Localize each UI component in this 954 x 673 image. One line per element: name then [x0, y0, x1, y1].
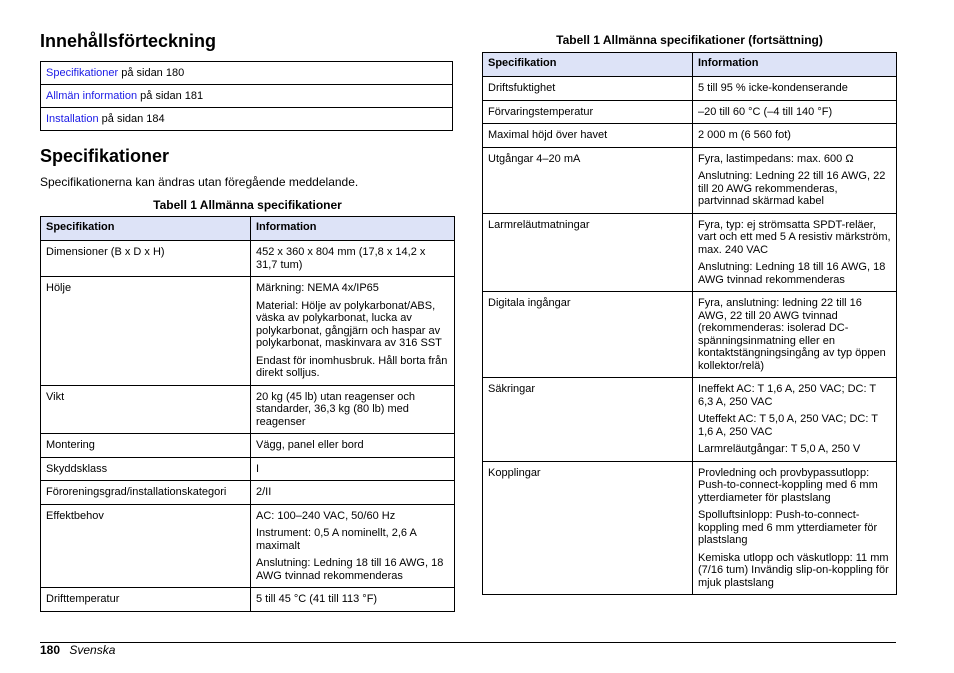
column-header-info: Information [251, 217, 455, 241]
table-row [483, 77, 897, 101]
spec-cell: Dimensioner (B x D x H) [41, 241, 251, 277]
toc-page-ref: på sidan 180 [118, 67, 185, 79]
spec-table [40, 216, 455, 612]
toc-link-installation[interactable]: Installation [46, 113, 99, 125]
table-row [483, 461, 897, 595]
info-line: 2 000 m (6 560 fot) [698, 129, 791, 141]
table-row [483, 378, 897, 462]
info-line: Ineffekt AC: T 1,6 A, 250 VAC; DC: T 6,3 A, 250 VAC [698, 383, 876, 408]
spec-cell: Förvaringstemperatur [483, 100, 693, 124]
spec-cell: Digitala ingångar [483, 292, 693, 378]
column-header-spec: Specifikation [483, 53, 693, 77]
info-cell [693, 461, 897, 595]
info-line: 20 kg (45 lb) utan reagenser och standarder, 36,3 kg (80 lb) med reagenser [256, 390, 415, 428]
table-row [483, 124, 897, 148]
table-row [483, 292, 897, 378]
info-cell [693, 124, 897, 148]
table-row [41, 241, 455, 277]
info-line: Anslutning: Ledning 22 till 16 AWG, 22 till 20 AWG rekommenderas, partvinnad skärmad kabel [698, 170, 886, 207]
info-line: 2/II [256, 486, 272, 498]
table-row [41, 457, 455, 481]
spec-cell: Föroreningsgrad/installationskategori [41, 481, 251, 505]
info-line: Anslutning: Ledning 18 till 16 AWG, 18 AWG tvinnad rekommenderas [698, 261, 886, 286]
spec-cell: Säkringar [483, 378, 693, 462]
table-row [41, 504, 455, 588]
info-line: Fyra, anslutning: ledning 22 till 16 AWG, 22 till 20 AWG tvinnad (rekommenderas: isolerad DC-spänningsinmatning eller en kontaktstängningsingång av typ öppen kollektor/relä) [698, 297, 886, 372]
info-line: AC: 100–240 VAC, 50/60 Hz [256, 509, 396, 522]
info-line: Material: Hölje av polykarbonat/ABS, väska av polykarbonat, lucka av polykarbonat, gångjärn och haspar av polykarbonat, maskinvara av 316 SST [256, 299, 442, 349]
spec-cell: Skyddsklass [41, 457, 251, 481]
info-cell [251, 434, 455, 458]
info-cell [251, 385, 455, 434]
info-cell [693, 213, 897, 292]
table-row [41, 277, 455, 386]
info-cell [693, 100, 897, 124]
info-line: 5 till 45 °C (41 till 113 °F) [256, 593, 378, 605]
info-line: 452 x 360 x 804 mm (17,8 x 14,2 x 31,7 tum) [256, 246, 426, 271]
table-row [41, 434, 455, 458]
table-row [41, 588, 455, 612]
section-intro: Specifikationerna kan ändras utan föregående meddelande. [40, 175, 359, 189]
column-header-spec: Specifikation [41, 217, 251, 241]
spec-cell: Kopplingar [483, 461, 693, 595]
table-row [41, 481, 455, 505]
table-header-row [41, 217, 455, 241]
info-line: Larmreläutgångar: T 5,0 A, 250 V [698, 443, 861, 455]
info-cell [693, 378, 897, 462]
table1cont-caption: Tabell 1 Allmänna specifikationer (fortsättning) [556, 33, 823, 47]
info-cell [693, 147, 897, 213]
info-line: Kemiska utlopp och väskutlopp: 11 mm (7/16 tum) Invändig slip-on-koppling för mjuk plastslang [698, 551, 889, 589]
info-cell [251, 504, 455, 588]
info-cell [251, 277, 455, 386]
spec-cell: Montering [41, 434, 251, 458]
page-footer [40, 643, 115, 657]
info-line: I [256, 462, 260, 475]
toc-table [40, 61, 453, 131]
table-row [483, 213, 897, 292]
spec-table-continued [482, 52, 897, 595]
info-line: Fyra, typ: ej strömsatta SPDT-reläer, vart och ett med 5 A resistiv märkström, max. 240 VAC [698, 218, 891, 256]
info-cell [693, 292, 897, 378]
toc-page-ref: på sidan 184 [98, 113, 165, 125]
info-line: Instrument: 0,5 A nominellt, 2,6 A maximalt [256, 527, 417, 552]
spec-cell: Drifttemperatur [41, 588, 251, 612]
toc-item [41, 62, 453, 85]
spec-cell: Maximal höjd över havet [483, 124, 693, 148]
section-title: Specifikationer [40, 146, 170, 166]
info-line: Endast för inomhusbruk. Håll borta från direkt solljus. [256, 354, 448, 379]
table-header-row [483, 53, 897, 77]
info-line: Märkning: NEMA 4x/IP65 [256, 282, 379, 294]
spec-cell: Vikt [41, 385, 251, 434]
info-line: Fyra, lastimpedans: max. 600 Ω [698, 152, 854, 165]
column-header-info: Information [693, 53, 897, 77]
info-cell [251, 588, 455, 612]
info-cell [693, 77, 897, 101]
page-number: 180 [40, 643, 61, 657]
toc-title: Innehållsförteckning [40, 31, 217, 51]
toc-page-ref: på sidan 181 [137, 90, 204, 102]
info-line: Provledning och provbypassutlopp: Push-to-connect-koppling med 6 mm ytterdiameter för plastslang [698, 466, 878, 504]
info-cell [251, 481, 455, 505]
toc-link-allman-information[interactable]: Allmän information [46, 90, 138, 102]
table-row [41, 385, 455, 434]
info-line: –20 till 60 °C (–4 till 140 °F) [698, 105, 833, 118]
info-cell [251, 241, 455, 277]
table-row [483, 147, 897, 213]
table-row [483, 100, 897, 124]
toc-link-specifikationer[interactable]: Specifikationer [46, 67, 119, 79]
table1-caption: Tabell 1 Allmänna specifikationer [153, 198, 342, 212]
info-line: Uteffekt AC: T 5,0 A, 250 VAC; DC: T 1,6 A, 250 VAC [698, 413, 878, 438]
info-line: Spolluftsinlopp: Push-to-connect-koppling med 6 mm ytterdiameter för plastslang [698, 509, 878, 546]
footer-language: Svenska [69, 643, 116, 657]
info-line: Vägg, panel eller bord [256, 439, 364, 451]
toc-item [41, 85, 453, 108]
spec-cell: Utgångar 4–20 mA [483, 147, 693, 213]
info-cell [251, 457, 455, 481]
spec-cell: Effektbehov [41, 504, 251, 588]
spec-cell: Hölje [41, 277, 251, 386]
info-line: 5 till 95 % icke-kondenserande [698, 82, 848, 94]
spec-cell: Driftsfuktighet [483, 77, 693, 101]
spec-cell: Larmreläutmatningar [483, 213, 693, 292]
toc-item [41, 108, 453, 131]
info-line: Anslutning: Ledning 18 till 16 AWG, 18 AWG tvinnad rekommenderas [256, 557, 444, 582]
footer-divider [40, 642, 896, 643]
